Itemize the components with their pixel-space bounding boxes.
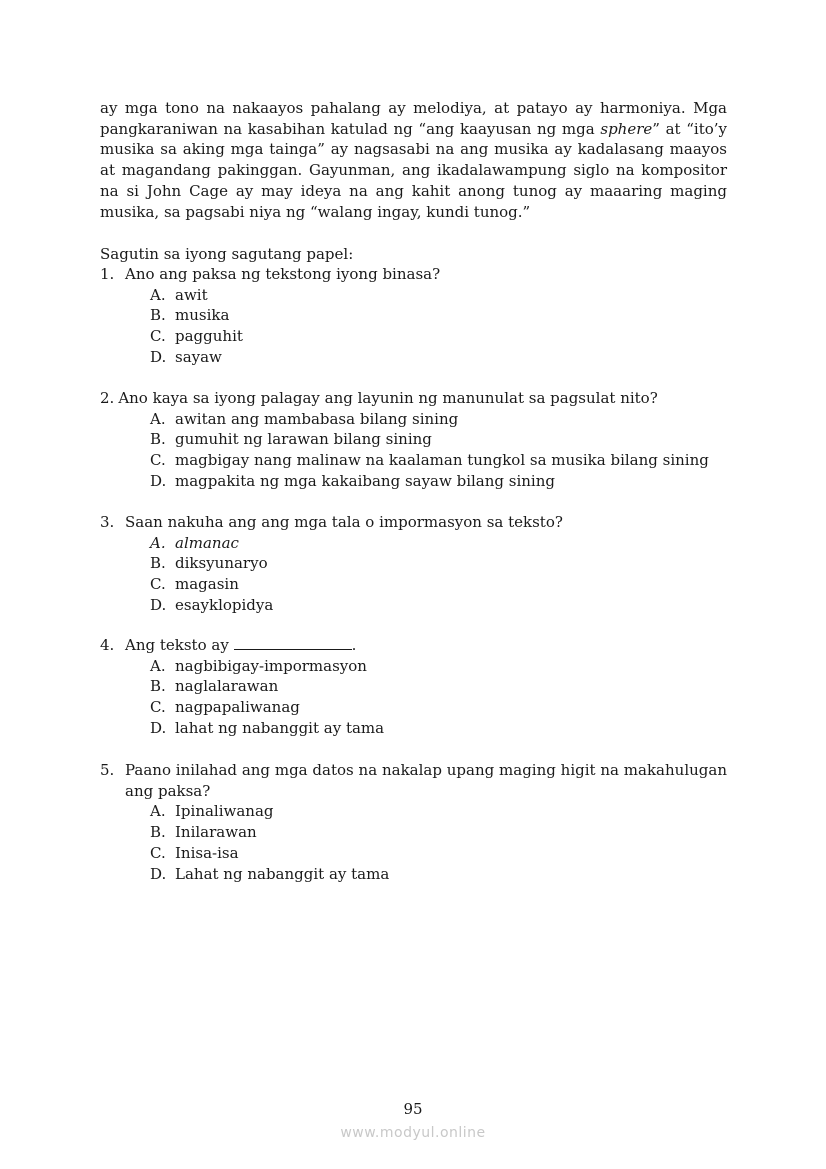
option-text: Lahat ng nabanggit ay tama: [175, 864, 390, 883]
option-d: [100, 718, 727, 739]
intro-text-2: ” at “ito’y musika sa aking mga tainga” ay nagsasabi na ang musika ay kadalasang maayos at magandang pakinggan. Gayunman, ang ikadalawampung siglo na kompositor na si John Cage ay may ideya na ang kahit anong tunog ay maaaring maging musika, sa pagsabi niya ng “walang ingay, kundi tunog.”: [100, 119, 727, 221]
question-number: 5.: [100, 761, 115, 779]
option-text: magbigay nang malinaw na kaalaman tungkol sa musika bilang sining: [175, 451, 709, 470]
instruction-text: Sagutin sa iyong sagutang papel:: [100, 245, 354, 263]
option-text: nagpapaliwanag: [175, 698, 300, 717]
option-letter: A.: [150, 802, 166, 821]
option-text: awit: [175, 285, 208, 304]
question-number: 3.: [100, 513, 115, 531]
question-number: 4.: [100, 636, 115, 654]
option-text: sayaw: [175, 347, 222, 366]
option-text: gumuhit ng larawan bilang sining: [175, 430, 432, 449]
option-a: [100, 285, 727, 306]
option-letter: A.: [150, 285, 166, 304]
option-letter: D.: [150, 471, 167, 490]
option-c: [100, 843, 727, 864]
option-letter: C.: [150, 327, 166, 346]
option-text: naglalarawan: [175, 677, 279, 696]
option-a: [100, 409, 727, 430]
answer-blank: [234, 635, 352, 650]
option-a: [100, 656, 727, 677]
question-text-wrapper: [125, 635, 727, 656]
option-letter: C.: [150, 698, 166, 717]
question-text: Ano kaya sa iyong palagay ang layunin ng manunulat sa pagsulat nito?: [118, 389, 658, 407]
question-1: [100, 264, 727, 368]
option-c: [100, 450, 727, 471]
option-letter: B.: [150, 430, 166, 449]
option-d: [100, 595, 727, 616]
options-list: [100, 801, 727, 884]
option-text: Ipinaliwanag: [175, 802, 274, 821]
option-letter: B.: [150, 823, 166, 842]
option-letter: D.: [150, 347, 167, 366]
question-text: Ang teksto ay: [125, 636, 229, 654]
option-d: [100, 471, 727, 492]
options-list: [100, 409, 727, 492]
option-letter: D.: [150, 595, 167, 614]
option-text: pagguhit: [175, 327, 243, 346]
options-list: [100, 285, 727, 368]
question-4: [100, 635, 727, 739]
option-letter: B.: [150, 677, 166, 696]
question-text-end: .: [351, 636, 357, 654]
option-a: [100, 533, 727, 554]
option-d: [100, 864, 727, 885]
option-text: almanac: [175, 533, 239, 552]
watermark: www.modyul.online: [340, 1125, 486, 1141]
option-letter: C.: [150, 843, 166, 862]
option-letter: D.: [150, 718, 167, 737]
question-text: Saan nakuha ang ang mga tala o impormasyon sa teksto?: [125, 513, 563, 531]
option-text: Inisa-isa: [175, 843, 239, 862]
option-text: musika: [175, 306, 230, 325]
option-b: [100, 822, 727, 843]
question-text: Ano ang paksa ng tekstong iyong binasa?: [125, 265, 441, 283]
option-text: lahat ng nabanggit ay tama: [175, 718, 385, 737]
intro-text-1: ay mga tono na nakaayos pahalang ay melodiya, at patayo ay harmoniya. Mga pangkaraniwan na kasabihan katulad ng “ang kaayusan ng mga: [100, 99, 727, 138]
question-2: [100, 388, 727, 492]
option-letter: C.: [150, 451, 166, 470]
options-list: [100, 656, 727, 739]
option-a: [100, 801, 727, 822]
page-number: 95: [403, 1100, 423, 1118]
option-c: [100, 574, 727, 595]
option-text: awitan ang mambabasa bilang sining: [175, 409, 459, 428]
question-3: [100, 512, 727, 616]
option-letter: B.: [150, 306, 166, 325]
option-letter: A.: [150, 409, 166, 428]
option-b: [100, 676, 727, 697]
option-text: diksyunaryo: [175, 554, 268, 573]
option-text: nagbibigay-impormasyon: [175, 656, 367, 675]
option-text: magasin: [175, 575, 239, 594]
question-text: Paano inilahad ang mga datos na nakalap upang maging higit na makahulugan ang paksa?: [125, 761, 727, 800]
question-number: 1.: [100, 265, 115, 283]
options-list: [100, 533, 727, 616]
option-b: [100, 305, 727, 326]
question-5: [100, 760, 727, 884]
option-text: Inilarawan: [175, 823, 257, 842]
option-d: [100, 347, 727, 368]
option-c: [100, 326, 727, 347]
option-b: [100, 553, 727, 574]
option-text: esayklopidya: [175, 595, 274, 614]
intro-italic-term: sphere: [600, 119, 653, 138]
option-c: [100, 697, 727, 718]
option-letter: A.: [150, 533, 166, 552]
intro-paragraph: [100, 98, 727, 222]
option-letter: D.: [150, 864, 167, 883]
question-number: 2.: [100, 389, 115, 407]
option-b: [100, 429, 727, 450]
option-letter: A.: [150, 656, 166, 675]
option-letter: C.: [150, 575, 166, 594]
option-text: magpakita ng mga kakaibang sayaw bilang sining: [175, 471, 555, 490]
option-letter: B.: [150, 554, 166, 573]
